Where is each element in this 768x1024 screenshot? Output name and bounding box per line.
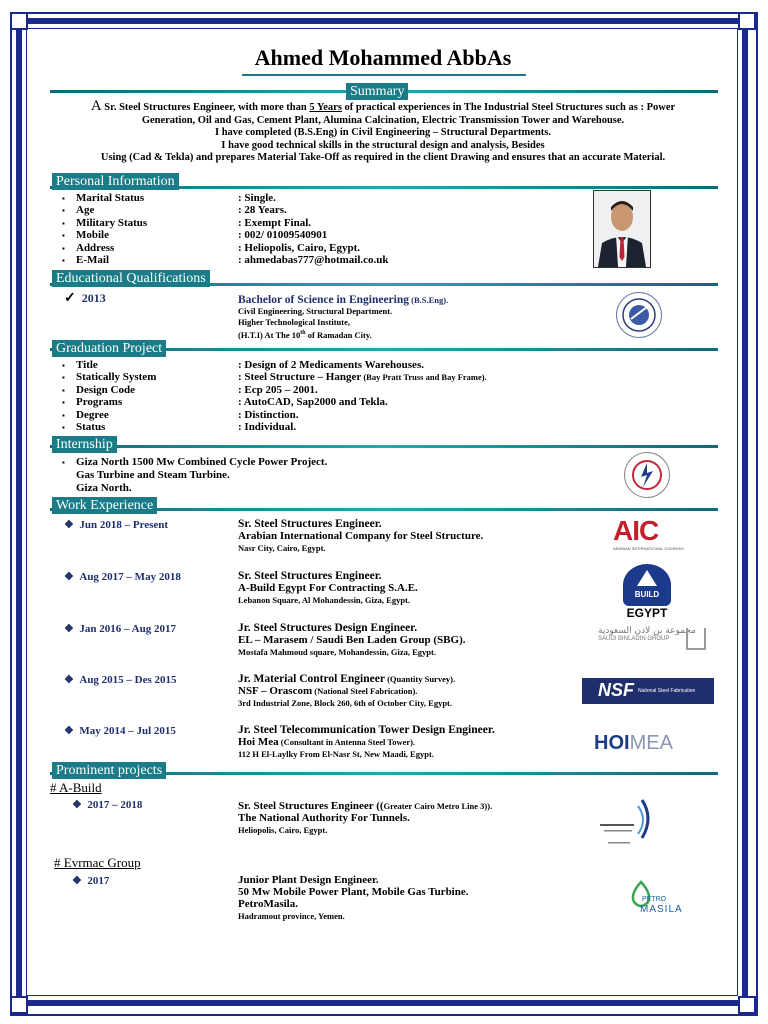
summary-line: of practical experiences in The Industrial Steel Structures such as : Power (341, 102, 676, 113)
personal-value: : 28 Years. (238, 204, 287, 217)
sbg-logo: مجموعة بن لادن السعودية SAUDI BINLADIN GROUP (598, 626, 708, 658)
section-projects-label: Prominent projects (52, 762, 166, 779)
education-dept: Civil Engineering, Structural Department. (238, 306, 393, 317)
personal-value: : 002/ 01009540901 (238, 229, 328, 242)
summary-line: I have completed (B.S.Eng) in Civil Engineering – Structural Departments. (215, 127, 551, 138)
nat-tunnels-logo (598, 798, 664, 852)
corner-ornament (10, 12, 28, 30)
summary-line: I have good technical skills in the structural design and analysis, Besides (221, 139, 545, 151)
title-underline (242, 74, 526, 76)
build-egypt-logo: BUILD EGYPT (619, 564, 675, 620)
education-institute: Higher Technological Institute, (238, 317, 351, 328)
work-entry: Jr. Steel Structures Design Engineer. EL – Marasem / Saudi Ben Laden Group (SBG). Mostafa Mahmoud square, Mohandessin, Giza, Egypt. (238, 622, 466, 657)
work-date: ❖ Aug 2015 – Des 2015 (64, 674, 177, 686)
section-work-label: Work Experience (52, 497, 157, 514)
project-group-heading: # Evrmac Group (54, 855, 141, 870)
section-internship-label: Internship (52, 436, 117, 453)
project-entry: Junior Plant Design Engineer. 50 Mw Mobile Power Plant, Mobile Gas Turbine. PetroMasila. Hadramout province, Yemen. (238, 874, 469, 921)
section-graduation-label: Graduation Project (52, 340, 166, 357)
personal-value: : ahmedabas777@hotmail.co.uk (238, 253, 389, 266)
personal-value: : Exempt Final. (238, 216, 312, 229)
project-group-heading: # A-Build (50, 780, 102, 795)
summary-line: Using (Cad & Tekla) and prepares Material Take-Off as required in the client Drawing and ensures that an accurate Material. (100, 152, 666, 163)
section-personal-label: Personal Information (52, 173, 179, 190)
petromasila-logo: PETRO MASILA (626, 876, 706, 922)
hti-logo (616, 292, 662, 338)
summary-text (38, 100, 728, 165)
personal-label: Age (76, 204, 95, 217)
page-title: Ahmed Mohammed AbbAs (254, 45, 512, 70)
corner-ornament (10, 996, 28, 1014)
section-education-label: Educational Qualifications (52, 270, 210, 287)
summary-initial: A (90, 98, 102, 114)
education-details: Bachelor of Science in Engineering (B.S.Eng). Civil Engineering, Structural Department. Higher Technological Institute, (H.T.I) At The 10th of Ramadan City. (238, 294, 449, 341)
work-entry: Sr. Steel Structures Engineer. A-Build Egypt For Contracting S.A.E. Lebanon Square, Al Mohandessin, Giza, Egypt. (238, 570, 418, 605)
personal-label: Mobile (76, 229, 109, 242)
personal-label: Address (76, 241, 115, 254)
internship-logo (624, 452, 670, 498)
work-date: ❖ May 2014 – Jul 2015 (64, 725, 176, 737)
personal-label: Marital Status (76, 192, 145, 204)
work-entry: Sr. Steel Structures Engineer. Arabian International Company for Steel Structure. Nasr City, Cairo, Egypt. (238, 518, 484, 553)
section-divider (50, 445, 718, 448)
aic-logo: AIC ARABIAN INTERNATIONAL COMPANY (613, 515, 685, 551)
summary-line: Generation, Oil and Gas, Cement Plant, Alumina Calcination, Electric Transmission Tower and Warehouse. (141, 114, 625, 126)
personal-info-list: ▪ Marital Status : Single. ▪ Age : 28 Years. ▪ Military Status : Exempt Final. ▪ Mobile : 002/ 01009540901 ▪ Address : Heliopolis, Cairo, Egypt. ▪ E-Mail : ahmedabas777@hotmail.co.uk (62, 192, 389, 266)
education-location: (H.T.I) At The 10th of Ramadan City. (238, 330, 372, 341)
summary-line: Sr. Steel Structures Engineer, with more than (101, 102, 310, 113)
personal-value: : Heliopolis, Cairo, Egypt. (238, 241, 361, 254)
work-entry: Jr. Material Control Engineer (Quantity Survey). NSF – Orascom (National Steel Fabrication). 3rd Industrial Zone, Block 260, 6th of October City, Egypt. (238, 673, 456, 708)
internship-details: ▪ Giza North 1500 Mw Combined Cycle Power Project. Gas Turbine and Steam Turbine. Giza North. (62, 456, 328, 494)
profile-photo (593, 190, 651, 268)
work-entry: Jr. Steel Telecommunication Tower Design Engineer. Hoi Mea (Consultant in Antenna Steel Tower). 112 H El-Laylky From El-Nasr St, New Maadi, Egypt. (238, 724, 495, 759)
corner-ornament (738, 12, 756, 30)
work-date: ❖ Aug 2017 – May 2018 (64, 571, 181, 583)
work-date: ❖ Jun 2018 – Present (64, 519, 169, 531)
project-year: ❖ 2017 (72, 875, 110, 887)
project-entry: Sr. Steel Structures Engineer ((Greater Cairo Metro Line 3)). The National Authority For Tunnels. Heliopolis, Cairo, Egypt. (238, 800, 493, 835)
summary-years: 5 Years (309, 102, 342, 113)
hoimea-logo: HOIMEA (594, 732, 673, 754)
corner-ornament (738, 996, 756, 1014)
personal-value: : Single. (238, 192, 276, 204)
work-date: ❖ Jan 2016 – Aug 2017 (64, 623, 176, 635)
education-degree: Bachelor of Science in Engineering (238, 294, 410, 306)
resume-content (38, 30, 728, 994)
education-year: ✓ 2013 (64, 291, 106, 306)
check-icon: ✓ (64, 291, 76, 306)
personal-label: E-Mail (76, 253, 109, 266)
section-summary-label: Summary (346, 83, 408, 100)
project-year: ❖ 2017 – 2018 (72, 799, 143, 811)
nsf-logo: NSF National Steel Fabrication (582, 678, 714, 704)
personal-label: Military Status (76, 216, 148, 229)
graduation-list: ▪ Title : Design of 2 Medicaments Warehouses. ▪ Statically System : Steel Structure – Hanger (Bay Pratt Truss and Bay Frame). ▪ Design Code : Ecp 205 – 2001. ▪ Programs : AutoCAD, Sap2000 and Tekla. ▪ Degree : Distinction. ▪ Status : Individual. (62, 359, 487, 433)
